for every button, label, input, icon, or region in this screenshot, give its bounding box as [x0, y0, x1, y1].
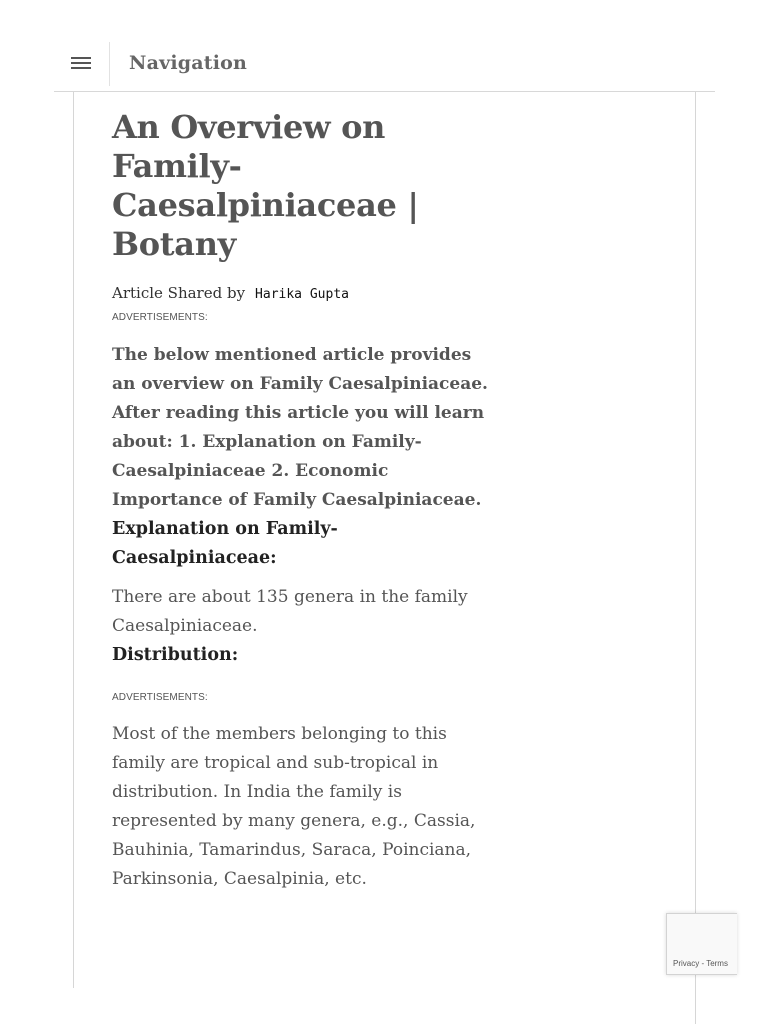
article-title: An Overview on Family-Caesalpiniaceae | Botany — [112, 108, 419, 263]
section-paragraph-distribution: Most of the members belonging to this family are tropical and sub-tropical in distribution. In India the family is represented by many genera, e.g., Cassia, Bauhinia, Tamarindus, Saraca, Poinciana, Parkinsonia, Caesalpinia, etc. — [112, 724, 476, 889]
article-intro: The below mentioned article provides an overview on Family Caesalpiniaceae. After reading this article you will learn about: 1. Explanation on Family-Caesalpiniaceae 2. Economic Importance of Family Caesalpiniaceae. — [112, 345, 488, 510]
byline — [112, 284, 492, 302]
recaptcha-badge[interactable] — [666, 913, 737, 975]
advertisements-label: ADVERTISEMENTS: — [112, 312, 208, 323]
author-link[interactable]: Harika Gupta — [255, 287, 349, 302]
topbar-divider — [109, 42, 110, 86]
section-paragraph-explanation: There are about 135 genera in the family Caesalpiniaceae. — [112, 587, 468, 636]
section-heading-explanation: Explanation on Family-Caesalpiniaceae: — [112, 519, 338, 568]
top-navigation-bar — [54, 40, 715, 92]
section-heading-distribution: Distribution: — [112, 645, 239, 665]
hamburger-menu-icon[interactable] — [71, 54, 91, 72]
navigation-label[interactable]: Navigation — [129, 52, 248, 74]
article-content — [112, 108, 492, 894]
content-right-border — [695, 92, 696, 1024]
advertisements-label: ADVERTISEMENTS: — [112, 692, 208, 703]
byline-prefix: Article Shared by — [112, 284, 246, 302]
recaptcha-privacy-terms-link[interactable]: Privacy - Terms — [673, 959, 728, 968]
content-left-border — [73, 92, 74, 988]
